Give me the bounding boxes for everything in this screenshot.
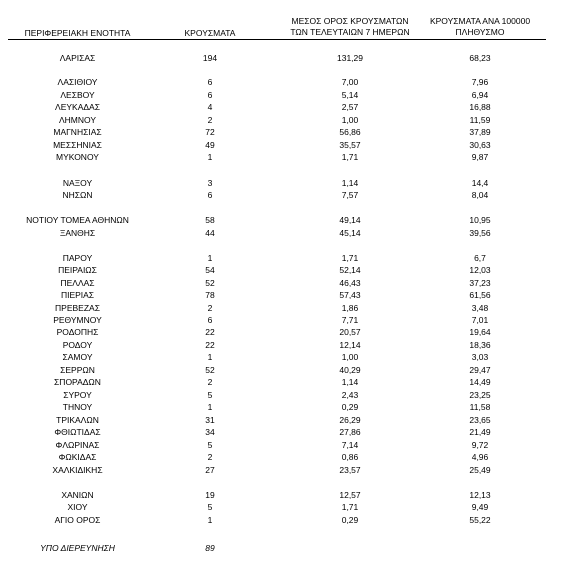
cases-cell: 31 — [205, 415, 215, 425]
avg-cell: 1,86 — [341, 303, 359, 313]
region-cell: ΡΕΘΥΜΝΟΥ — [53, 315, 102, 325]
avg-cell: 27,86 — [339, 427, 361, 437]
cases-cell: 78 — [205, 290, 215, 300]
cases-cell: 4 — [207, 102, 213, 112]
region-cell: ΝΟΤΙΟΥ ΤΟΜΕΑ ΑΘΗΝΩΝ — [26, 215, 129, 225]
table-row — [0, 227, 562, 239]
cases-cell: 34 — [205, 427, 215, 437]
cases-cell: 6 — [207, 90, 213, 100]
avg-cell: 0,29 — [341, 402, 359, 412]
table-row — [0, 189, 562, 201]
cases-cell: 27 — [205, 465, 215, 475]
avg-cell: 26,29 — [339, 415, 361, 425]
avg-cell: 1,14 — [341, 377, 359, 387]
per-100k-cell: 55,22 — [469, 515, 491, 525]
cases-cell: 1 — [207, 402, 213, 412]
footer-row — [0, 542, 562, 554]
cases-cell: 6 — [207, 190, 213, 200]
cases-cell: 1 — [207, 253, 213, 263]
per-100k-cell: 11,58 — [469, 402, 491, 412]
table-row — [0, 76, 562, 88]
cases-cell: 6 — [207, 315, 213, 325]
per-100k-cell: 4,96 — [471, 452, 489, 462]
per-100k-cell: 68,23 — [469, 53, 491, 63]
table-row — [0, 252, 562, 264]
region-cell: ΣΕΡΡΩΝ — [60, 365, 95, 375]
region-cell: ΤΗΝΟΥ — [62, 402, 93, 412]
per-100k-cell: 3,03 — [471, 352, 489, 362]
region-cell: ΜΥΚΟΝΟΥ — [56, 152, 99, 162]
avg-cell: 12,57 — [339, 490, 361, 500]
per-100k-cell: 10,95 — [469, 215, 491, 225]
region-cell: ΣΥΡΟΥ — [63, 390, 92, 400]
avg-cell: 1,00 — [341, 352, 359, 362]
avg-cell: 7,57 — [341, 190, 359, 200]
avg-cell: 1,71 — [341, 152, 359, 162]
avg-cell: 2,57 — [341, 102, 359, 112]
cases-cell: 2 — [207, 452, 213, 462]
table-row — [0, 514, 562, 526]
cases-cell: 1 — [207, 515, 213, 525]
table-row — [0, 389, 562, 401]
table-row — [0, 151, 562, 163]
per-100k-cell: 16,88 — [469, 102, 491, 112]
per-100k-cell: 23,65 — [469, 415, 491, 425]
table-row — [0, 414, 562, 426]
cases-cell: 2 — [207, 115, 213, 125]
region-cell: ΧΑΛΚΙΔΙΚΗΣ — [52, 465, 103, 475]
per-100k-cell: 8,04 — [471, 190, 489, 200]
region-cell: ΣΑΜΟΥ — [62, 352, 93, 362]
table-row — [0, 114, 562, 126]
region-cell: ΑΓΙΟ ΟΡΟΣ — [54, 515, 101, 525]
table-row — [0, 314, 562, 326]
region-cell: ΣΠΟΡΑΔΩΝ — [54, 377, 101, 387]
per-100k-cell: 6,94 — [471, 90, 489, 100]
avg-cell: 23,57 — [339, 465, 361, 475]
per-100k-cell: 19,64 — [469, 327, 491, 337]
header-per-line1: ΚΡΟΥΣΜΑΤΑ ΑΝΑ 100000 — [429, 16, 531, 26]
per-100k-cell: 23,25 — [469, 390, 491, 400]
cases-cell: 44 — [205, 228, 215, 238]
per-100k-cell: 25,49 — [469, 465, 491, 475]
avg-cell: 1,71 — [341, 253, 359, 263]
avg-cell: 0,29 — [341, 515, 359, 525]
region-cell: ΝΑΞΟΥ — [62, 178, 93, 188]
cases-cell: 2 — [207, 303, 213, 313]
cases-cell: 22 — [205, 327, 215, 337]
header-region: ΠΕΡΙΦΕΡΕΙΑΚΗ ΕΝΟΤΗΤΑ — [24, 28, 131, 38]
table-row — [0, 464, 562, 476]
region-cell: ΠΙΕΡΙΑΣ — [60, 290, 95, 300]
region-cell: ΛΑΣΙΘΙΟΥ — [57, 77, 98, 87]
per-100k-cell: 11,59 — [469, 115, 491, 125]
cases-cell: 3 — [207, 178, 213, 188]
avg-cell: 57,43 — [339, 290, 361, 300]
region-cell: ΞΑΝΘΗΣ — [59, 228, 96, 238]
table-row — [0, 401, 562, 413]
per-100k-cell: 18,36 — [469, 340, 491, 350]
avg-cell: 0,86 — [341, 452, 359, 462]
cases-cell: 1 — [207, 352, 213, 362]
avg-cell: 40,29 — [339, 365, 361, 375]
cases-cell: 6 — [207, 77, 213, 87]
table-row — [0, 364, 562, 376]
cases-cell: 2 — [207, 377, 213, 387]
table-row — [0, 177, 562, 189]
avg-cell: 1,00 — [341, 115, 359, 125]
cases-cell: 1 — [207, 152, 213, 162]
region-cell: ΛΗΜΝΟΥ — [58, 115, 97, 125]
table-row — [0, 326, 562, 338]
header-per-line2: ΠΛΗΘΥΣΜΟ — [455, 27, 505, 37]
avg-cell: 12,14 — [339, 340, 361, 350]
per-100k-cell: 37,89 — [469, 127, 491, 137]
table-row — [0, 376, 562, 388]
region-cell: ΛΕΣΒΟΥ — [60, 90, 95, 100]
cases-cell: 52 — [205, 365, 215, 375]
per-100k-cell: 3,48 — [471, 303, 489, 313]
region-cell: ΛΕΥΚΑΔΑΣ — [55, 102, 100, 112]
region-cell: ΠΕΛΛΑΣ — [60, 278, 95, 288]
header-avg-line2: ΤΩΝ ΤΕΛΕΥΤΑΙΩΝ 7 ΗΜΕΡΩΝ — [290, 27, 410, 37]
per-100k-cell: 37,23 — [469, 278, 491, 288]
table-row — [0, 439, 562, 451]
region-cell: ΠΡΕΒΕΖΑΣ — [55, 303, 100, 313]
table-row — [0, 139, 562, 151]
avg-cell: 1,71 — [341, 502, 359, 512]
table-row — [0, 339, 562, 351]
table-row — [0, 264, 562, 276]
header-divider — [8, 39, 546, 40]
region-cell: ΦΛΩΡΙΝΑΣ — [55, 440, 100, 450]
avg-cell: 2,43 — [341, 390, 359, 400]
cases-cell: 5 — [207, 502, 213, 512]
region-cell: ΤΡΙΚΑΛΩΝ — [56, 415, 99, 425]
cases-cell: 49 — [205, 140, 215, 150]
avg-cell: 46,43 — [339, 278, 361, 288]
per-100k-cell: 14,4 — [471, 178, 489, 188]
per-100k-cell: 12,03 — [469, 265, 491, 275]
region-cell: ΛΑΡΙΣΑΣ — [59, 53, 96, 63]
region-cell: ΠΕΙΡΑΙΩΣ — [58, 265, 97, 275]
cases-cell: 52 — [205, 278, 215, 288]
region-cell: ΧΙΟΥ — [67, 502, 88, 512]
per-100k-cell: 9,72 — [471, 440, 489, 450]
per-100k-cell: 29,47 — [469, 365, 491, 375]
region-cell: ΡΟΔΟΠΗΣ — [56, 327, 99, 337]
table-row — [0, 126, 562, 138]
avg-cell: 5,14 — [341, 90, 359, 100]
footer-cases: 89 — [205, 543, 215, 553]
per-100k-cell: 7,01 — [471, 315, 489, 325]
avg-cell: 7,71 — [341, 315, 359, 325]
cases-cell: 72 — [205, 127, 215, 137]
region-cell: ΠΑΡΟΥ — [62, 253, 93, 263]
table-row — [0, 302, 562, 314]
per-100k-cell: 30,63 — [469, 140, 491, 150]
table-row — [0, 426, 562, 438]
per-100k-cell: 7,96 — [471, 77, 489, 87]
cases-cell: 5 — [207, 440, 213, 450]
region-cell: ΜΕΣΣΗΝΙΑΣ — [53, 140, 102, 150]
avg-cell: 52,14 — [339, 265, 361, 275]
cases-cell: 194 — [202, 53, 218, 63]
per-100k-cell: 61,56 — [469, 290, 491, 300]
header-per-100k — [410, 16, 550, 38]
cases-cell: 54 — [205, 265, 215, 275]
per-100k-cell: 12,13 — [469, 490, 491, 500]
region-cell: ΡΟΔΟΥ — [62, 340, 93, 350]
region-cell: ΜΑΓΝΗΣΙΑΣ — [53, 127, 102, 137]
cases-cell: 19 — [205, 490, 215, 500]
table-row — [0, 351, 562, 363]
avg-cell: 1,14 — [341, 178, 359, 188]
avg-cell: 49,14 — [339, 215, 361, 225]
per-100k-cell: 9,49 — [471, 502, 489, 512]
table-row — [0, 101, 562, 113]
cases-cell: 58 — [205, 215, 215, 225]
region-cell: ΝΗΣΩΝ — [62, 190, 93, 200]
table-row — [0, 277, 562, 289]
table-row — [0, 451, 562, 463]
avg-cell: 56,86 — [339, 127, 361, 137]
footer-label: ΥΠΟ ΔΙΕΡΕΥΝΗΣΗ — [40, 543, 115, 553]
table-row — [0, 501, 562, 513]
per-100k-cell: 39,56 — [469, 228, 491, 238]
per-100k-cell: 6,7 — [474, 253, 486, 263]
avg-cell: 131,29 — [337, 53, 363, 63]
header-cases: ΚΡΟΥΣΜΑΤΑ — [184, 28, 236, 38]
region-cell: ΦΘΙΩΤΙΔΑΣ — [54, 427, 101, 437]
table-row — [0, 214, 562, 226]
header-avg-line1: ΜΕΣΟΣ ΟΡΟΣ ΚΡΟΥΣΜΑΤΩΝ — [291, 16, 409, 26]
per-100k-cell: 21,49 — [469, 427, 491, 437]
per-100k-cell: 9,87 — [471, 152, 489, 162]
avg-cell: 7,14 — [341, 440, 359, 450]
cases-cell: 22 — [205, 340, 215, 350]
table-row — [0, 52, 562, 64]
table-row — [0, 289, 562, 301]
region-cell: ΦΩΚΙΔΑΣ — [58, 452, 97, 462]
table-row — [0, 489, 562, 501]
per-100k-cell: 14,49 — [469, 377, 491, 387]
avg-cell: 45,14 — [339, 228, 361, 238]
header-avg — [280, 16, 420, 38]
cases-cell: 5 — [207, 390, 213, 400]
avg-cell: 20,57 — [339, 327, 361, 337]
avg-cell: 7,00 — [341, 77, 359, 87]
avg-cell: 35,57 — [339, 140, 361, 150]
region-cell: ΧΑΝΙΩΝ — [61, 490, 94, 500]
table-row — [0, 89, 562, 101]
